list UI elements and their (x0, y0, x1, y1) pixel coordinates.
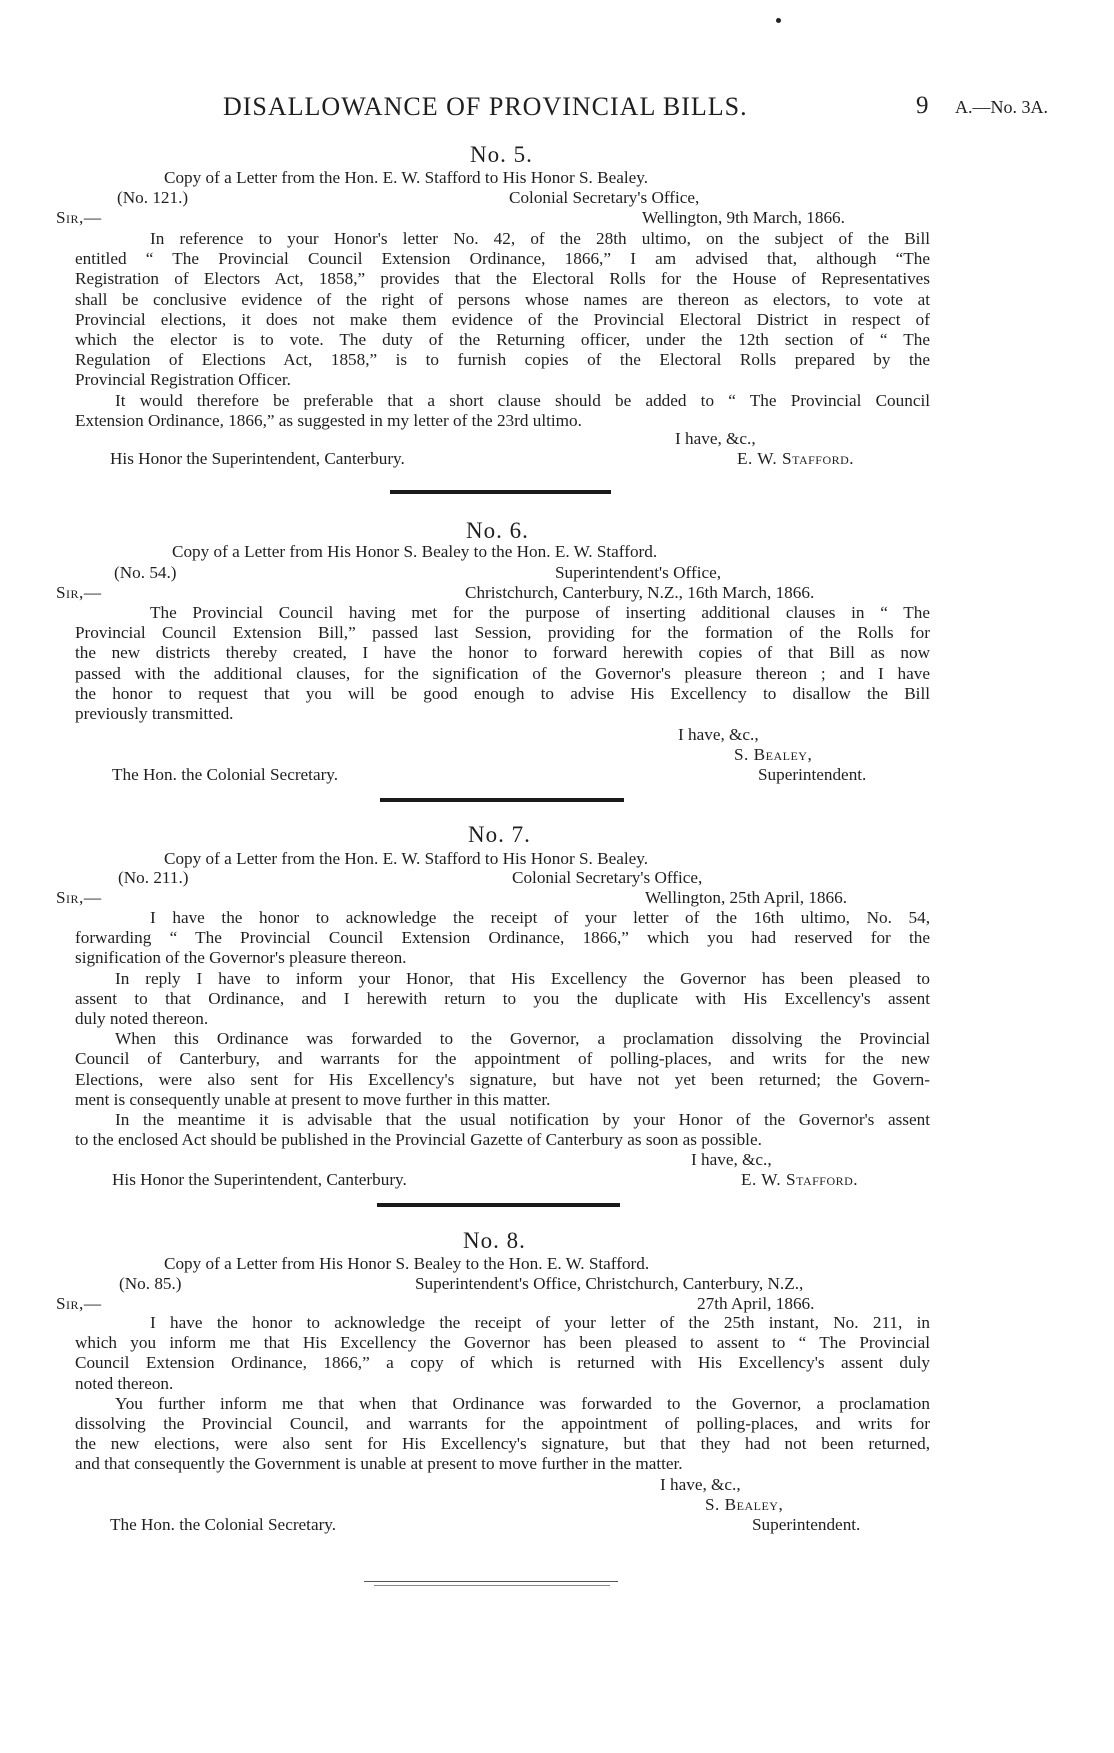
letter-office: Superintendent's Office, Christchurch, Canterbury, N.Z., (415, 1274, 804, 1293)
letter-place-date: Wellington, 9th March, 1866. (642, 208, 845, 227)
body-line: which the elector is to vote. The duty of the Returning officer, under the 12th section of “ The (75, 330, 930, 350)
body-line: the new districts thereby created, I have the honor to forward herewith copies of that Bill as now (75, 643, 930, 663)
letter-signature: S. Bealey, (734, 745, 813, 764)
body-line: In the meantime it is advisable that the usual notification by your Honor of the Governor's assent (115, 1110, 930, 1130)
body-line: I have the honor to acknowledge the receipt of your letter of the 25th instant, No. 211, in (150, 1313, 930, 1332)
letter-closing: I have, &c., (691, 1150, 772, 1169)
letter-signature: S. Bealey, (705, 1495, 784, 1514)
letter-office: Colonial Secretary's Office, (512, 868, 703, 887)
letter-salutation: Sir,— (56, 583, 102, 602)
body-line: dissolving the Provincial Council, and warrants for the appointment of polling-places, and writs for (75, 1414, 930, 1434)
letter-place-date: Wellington, 25th April, 1866. (645, 888, 847, 907)
section-divider (380, 798, 624, 802)
body-line: to the enclosed Act should be published in the Provincial Gazette of Canterbury as soon as possible. (75, 1130, 762, 1150)
letter-signature: E. W. Stafford. (737, 449, 855, 468)
letter-signature-title: Superintendent. (752, 1515, 861, 1534)
body-line: In reply I have to inform your Honor, that His Excellency the Governor has been pleased to (115, 968, 930, 988)
body-line: It would therefore be preferable that a short clause should be added to “ The Provincial Council (115, 390, 930, 410)
letter-salutation: Sir,— (56, 208, 102, 227)
body-line: noted thereon. (75, 1373, 174, 1393)
letter-salutation: Sir,— (56, 888, 102, 907)
letter-heading: Copy of a Letter from His Honor S. Bealey to the Hon. E. W. Stafford. (164, 1254, 650, 1273)
body-line: forwarding “ The Provincial Council Extension Ordinance, 1866,” which you had reserved for the (75, 928, 930, 948)
letter-heading: Copy of a Letter from His Honor S. Bealey to the Hon. E. W. Stafford. (172, 542, 658, 561)
body-line: the new elections, were also sent for His Excellency's signature, but that they had not been returned, (75, 1434, 930, 1454)
body-line: assent to that Ordinance, and I herewith return to you the duplicate with His Excellency's assent (75, 988, 930, 1008)
letter-signature: E. W. Stafford. (741, 1170, 859, 1189)
letter-addressee: His Honor the Superintendent, Canterbury. (110, 449, 405, 468)
closing-ornament-line (364, 1581, 618, 1582)
body-line: Provincial Registration Officer. (75, 370, 291, 390)
page-number: 9 (916, 92, 929, 119)
body-line: entitled “ The Provincial Council Extension Ordinance, 1866,” I am advised that, although “The (75, 249, 930, 269)
section-divider (390, 490, 611, 494)
page-header-title: DISALLOWANCE OF PROVINCIAL BILLS. (223, 92, 748, 121)
body-line: I have the honor to acknowledge the receipt of your letter of the 16th ultimo, No. 54, (150, 908, 930, 927)
body-line: In reference to your Honor's letter No. 42, of the 28th ultimo, on the subject of the Bill (150, 229, 930, 248)
body-line: passed with the additional clauses, for the signification of the Governor's pleasure thereon ; and I have (75, 663, 930, 683)
letter-heading: Copy of a Letter from the Hon. E. W. Stafford to His Honor S. Bealey. (164, 849, 649, 868)
letter-salutation: Sir,— (56, 1294, 102, 1313)
letter-ref-no: (No. 54.) (114, 563, 177, 582)
letter-body (75, 603, 930, 724)
ink-dot (776, 18, 781, 23)
letter-place-date: 27th April, 1866. (697, 1294, 815, 1313)
letter-signature-title: Superintendent. (758, 765, 867, 784)
section-divider (377, 1203, 620, 1207)
body-line: The Provincial Council having met for the purpose of inserting additional clauses in “ The (150, 603, 930, 622)
letter-addressee: The Hon. the Colonial Secretary. (110, 1515, 337, 1534)
body-line: duly noted thereon. (75, 1009, 209, 1029)
letter-office: Colonial Secretary's Office, (509, 188, 700, 207)
body-line: shall be conclusive evidence of the right of persons whose names are thereon as electors, to vote at (75, 289, 930, 309)
body-line: Council Extension Ordinance, 1866,” a copy of which is returned with His Excellency's assent duly (75, 1353, 930, 1373)
document-reference: A.—No. 3A. (955, 97, 1048, 117)
body-line: which you inform me that His Excellency the Governor has been pleased to assent to “ The Provincial (75, 1333, 930, 1353)
body-line: Provincial Council Extension Bill,” passed last Session, providing for the formation of the Rolls for (75, 623, 930, 643)
body-line: Provincial elections, it does not make them evidence of the Provincial Electoral District in respect of (75, 309, 930, 329)
body-line: Registration of Electors Act, 1858,” provides that the Electoral Rolls for the House of Representatives (75, 269, 930, 289)
letter-addressee: The Hon. the Colonial Secretary. (112, 765, 339, 784)
letter-addressee: His Honor the Superintendent, Canterbury. (112, 1170, 407, 1189)
body-line: signification of the Governor's pleasure thereon. (75, 948, 407, 968)
body-line: ment is consequently unable at present to move further in this matter. (75, 1089, 551, 1109)
letter-ref-no: (No. 211.) (118, 868, 189, 887)
body-line: Elections, were also sent for His Excellency's signature, but have not yet been returned; the Govern- (75, 1069, 930, 1089)
body-line: previously transmitted. (75, 704, 234, 724)
letter-closing: I have, &c., (678, 725, 759, 744)
body-line: Extension Ordinance, 1866,” as suggested in my letter of the 23rd ultimo. (75, 410, 582, 430)
letter-heading: Copy of a Letter from the Hon. E. W. Stafford to His Honor S. Bealey. (164, 168, 649, 187)
body-line: Council of Canterbury, and warrants for the appointment of polling-places, and writs for the new (75, 1049, 930, 1069)
letter-office: Superintendent's Office, (555, 563, 722, 582)
letter-number: No. 7. (468, 822, 531, 847)
letter-number: No. 5. (470, 142, 533, 167)
body-line: You further inform me that when that Ordinance was forwarded to the Governor, a proclamation (115, 1393, 930, 1413)
letter-closing: I have, &c., (675, 429, 756, 448)
body-line: When this Ordinance was forwarded to the Governor, a proclamation dissolving the Provincial (115, 1029, 930, 1049)
letter-body (75, 229, 930, 431)
body-line: the honor to request that you will be good enough to advise His Excellency to disallow the Bill (75, 683, 930, 703)
letter-closing: I have, &c., (660, 1475, 741, 1494)
body-line: Regulation of Elections Act, 1858,” is to furnish copies of the Electoral Rolls prepared by the (75, 350, 930, 370)
body-line: and that consequently the Government is unable at present to move further in the matter. (75, 1454, 683, 1474)
letter-body (75, 1313, 930, 1475)
letter-body (75, 908, 930, 1150)
letter-ref-no: (No. 85.) (119, 1274, 182, 1293)
letter-number: No. 8. (463, 1228, 526, 1253)
letter-number: No. 6. (466, 518, 529, 543)
letter-place-date: Christchurch, Canterbury, N.Z., 16th March, 1866. (465, 583, 815, 602)
closing-ornament-line (374, 1585, 610, 1586)
letter-ref-no: (No. 121.) (117, 188, 189, 207)
